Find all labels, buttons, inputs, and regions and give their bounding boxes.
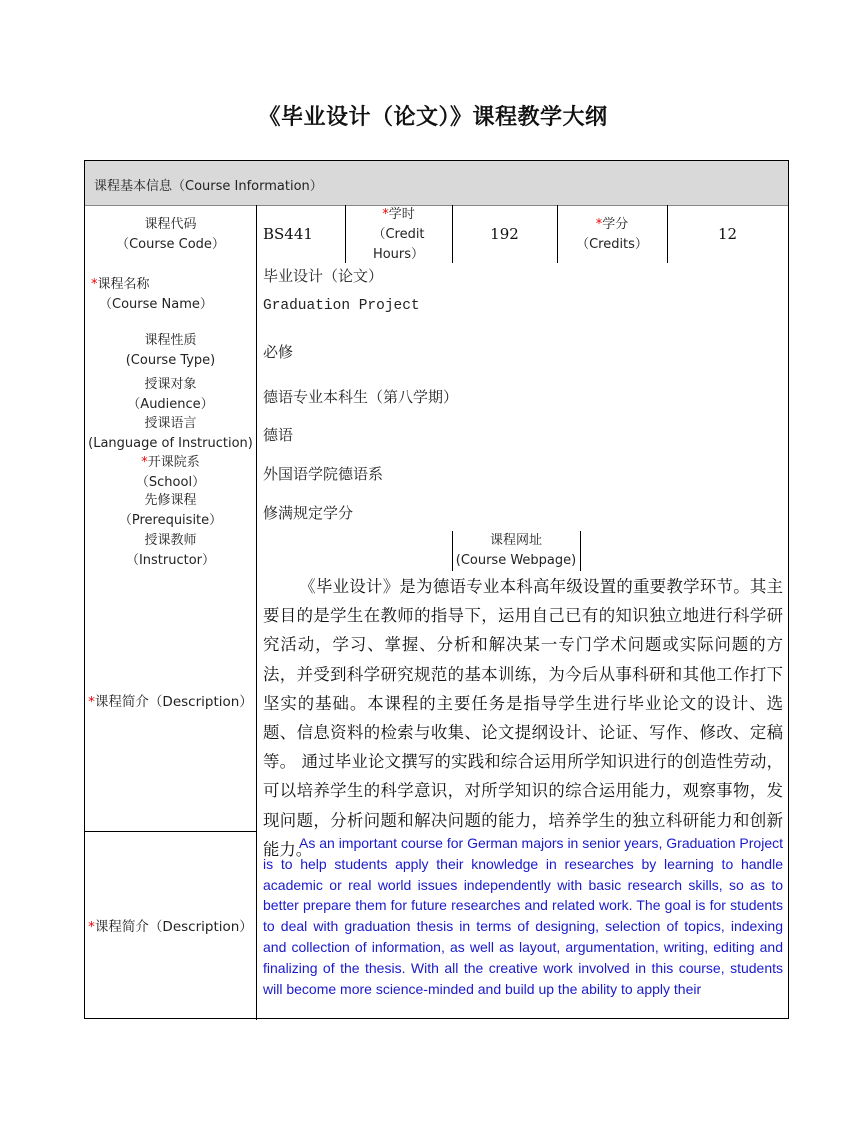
instructor-label	[85, 531, 256, 571]
required-mark: *	[141, 455, 148, 470]
description-zh-text	[263, 572, 783, 864]
school-label-en: （School）	[135, 475, 206, 490]
credit-hours-label-en-2: Hours）	[372, 247, 425, 262]
credits-label-zh: 学分	[602, 217, 629, 232]
description-en-body: As an important course for German majors in senior years, Graduation Project is to help students apply their knowledge in researches by learning to handle academic or real world issues independently with basic research skills, so as to better prepare them for future researches and related work. The goal is for students to deal with graduation thesis in terms of designing, selection of topics, indexing and collection of information, as well as layout, argumentation, writing, editing and finalizing of the thesis. With all the creative work involved in this course, students will become more science-minded and build up the ability to apply their	[263, 835, 783, 997]
school-label	[85, 453, 256, 493]
credit-hours-label	[345, 205, 452, 265]
prerequisite-value: 修满规定学分	[263, 504, 354, 522]
section-header	[85, 161, 788, 206]
course-code-label-en: （Course Code）	[116, 237, 225, 252]
credits-value: 12	[717, 225, 738, 243]
course-name-label-en: （Course Name）	[99, 297, 213, 312]
course-type-label-en: (Course Type)	[125, 353, 216, 368]
audience-label-en: （Audience）	[127, 397, 214, 412]
page-title: 《毕业设计（论文）》课程教学大纲	[258, 105, 608, 130]
description-en-text	[263, 833, 783, 999]
prerequisite-label-en: （Prerequisite）	[118, 513, 223, 528]
webpage-label-en: (Course Webpage)	[455, 553, 577, 568]
description-zh-label	[85, 692, 256, 712]
course-name-zh-value: 毕业设计（论文）	[263, 267, 384, 285]
credit-hours-label-en: （Credit	[372, 227, 425, 242]
course-type-value: 必修	[263, 343, 294, 361]
school-label-zh: 开课院系	[147, 455, 200, 470]
course-info-table	[84, 160, 789, 1019]
credit-hours-value: 192	[490, 225, 519, 243]
language-value: 德语	[263, 426, 294, 444]
description-en-label-text: 课程简介（Description）	[94, 919, 253, 935]
column-divider	[580, 531, 581, 571]
required-mark: *	[91, 277, 98, 292]
webpage-label	[452, 531, 580, 571]
language-label-en: (Language of Instruction)	[88, 436, 253, 451]
school-value: 外国语学院德语系	[263, 465, 384, 483]
instructor-label-zh: 授课教师	[144, 533, 197, 548]
course-type-label-zh: 课程性质	[144, 333, 197, 348]
credits-label-en: （Credits）	[576, 237, 648, 252]
audience-value: 德语专业本科生（第八学期）	[263, 388, 459, 406]
column-divider	[256, 205, 257, 1020]
audience-label	[85, 375, 256, 415]
section-header-label: 课程基本信息（Course Information）	[94, 179, 323, 194]
course-name-label-zh: 课程名称	[97, 277, 150, 292]
required-mark: *	[88, 919, 95, 935]
required-mark: *	[382, 207, 389, 222]
language-label-zh: 授课语言	[144, 416, 197, 431]
instructor-label-en: （Instructor）	[125, 553, 216, 568]
prerequisite-label	[85, 491, 256, 531]
prerequisite-label-zh: 先修课程	[144, 493, 197, 508]
description-zh-body: 《毕业设计》是为德语专业本科高年级设置的重要教学环节。其主要目的是学生在教师的指导下，运用自己已有的知识独立地进行科学研究活动，学习、掌握、分析和解决某一专门学术问题或实际问题的方法，并受到科学研究规范的基本训练，为今后从事科研和其他工作打下坚实的基础。本课程的主要任务是指导学生进行毕业论文的设计、选题、信息资料的检索与收集、论文提纲设计、论证、写作、修改、定稿等。 通过毕业论文撰写的实践和综合运用所学知识进行的创造性劳动， 可以培养学生的科学意识，对所学知识的综合运用能力，观察事物，发现问题，分析问题和解决问题的能力，培养学生的独立科研能力和创新能力。	[263, 577, 783, 859]
required-mark: *	[88, 694, 95, 710]
required-mark: *	[595, 217, 603, 232]
course-name-label	[91, 275, 262, 315]
row-divider	[85, 831, 256, 832]
course-type-label	[85, 331, 256, 371]
audience-label-zh: 授课对象	[144, 377, 197, 392]
credits-label	[557, 215, 667, 255]
course-name-en-value: Graduation Project	[263, 298, 420, 314]
credit-hours-label-zh: 学时	[388, 207, 415, 222]
course-code-value: BS441	[263, 225, 313, 243]
webpage-label-zh: 课程网址	[489, 533, 542, 548]
description-zh-label-text: 课程简介（Description）	[94, 694, 253, 710]
description-en-label	[85, 917, 256, 937]
course-code-label	[85, 215, 256, 255]
language-label	[85, 414, 256, 454]
course-code-label-zh: 课程代码	[144, 217, 197, 232]
